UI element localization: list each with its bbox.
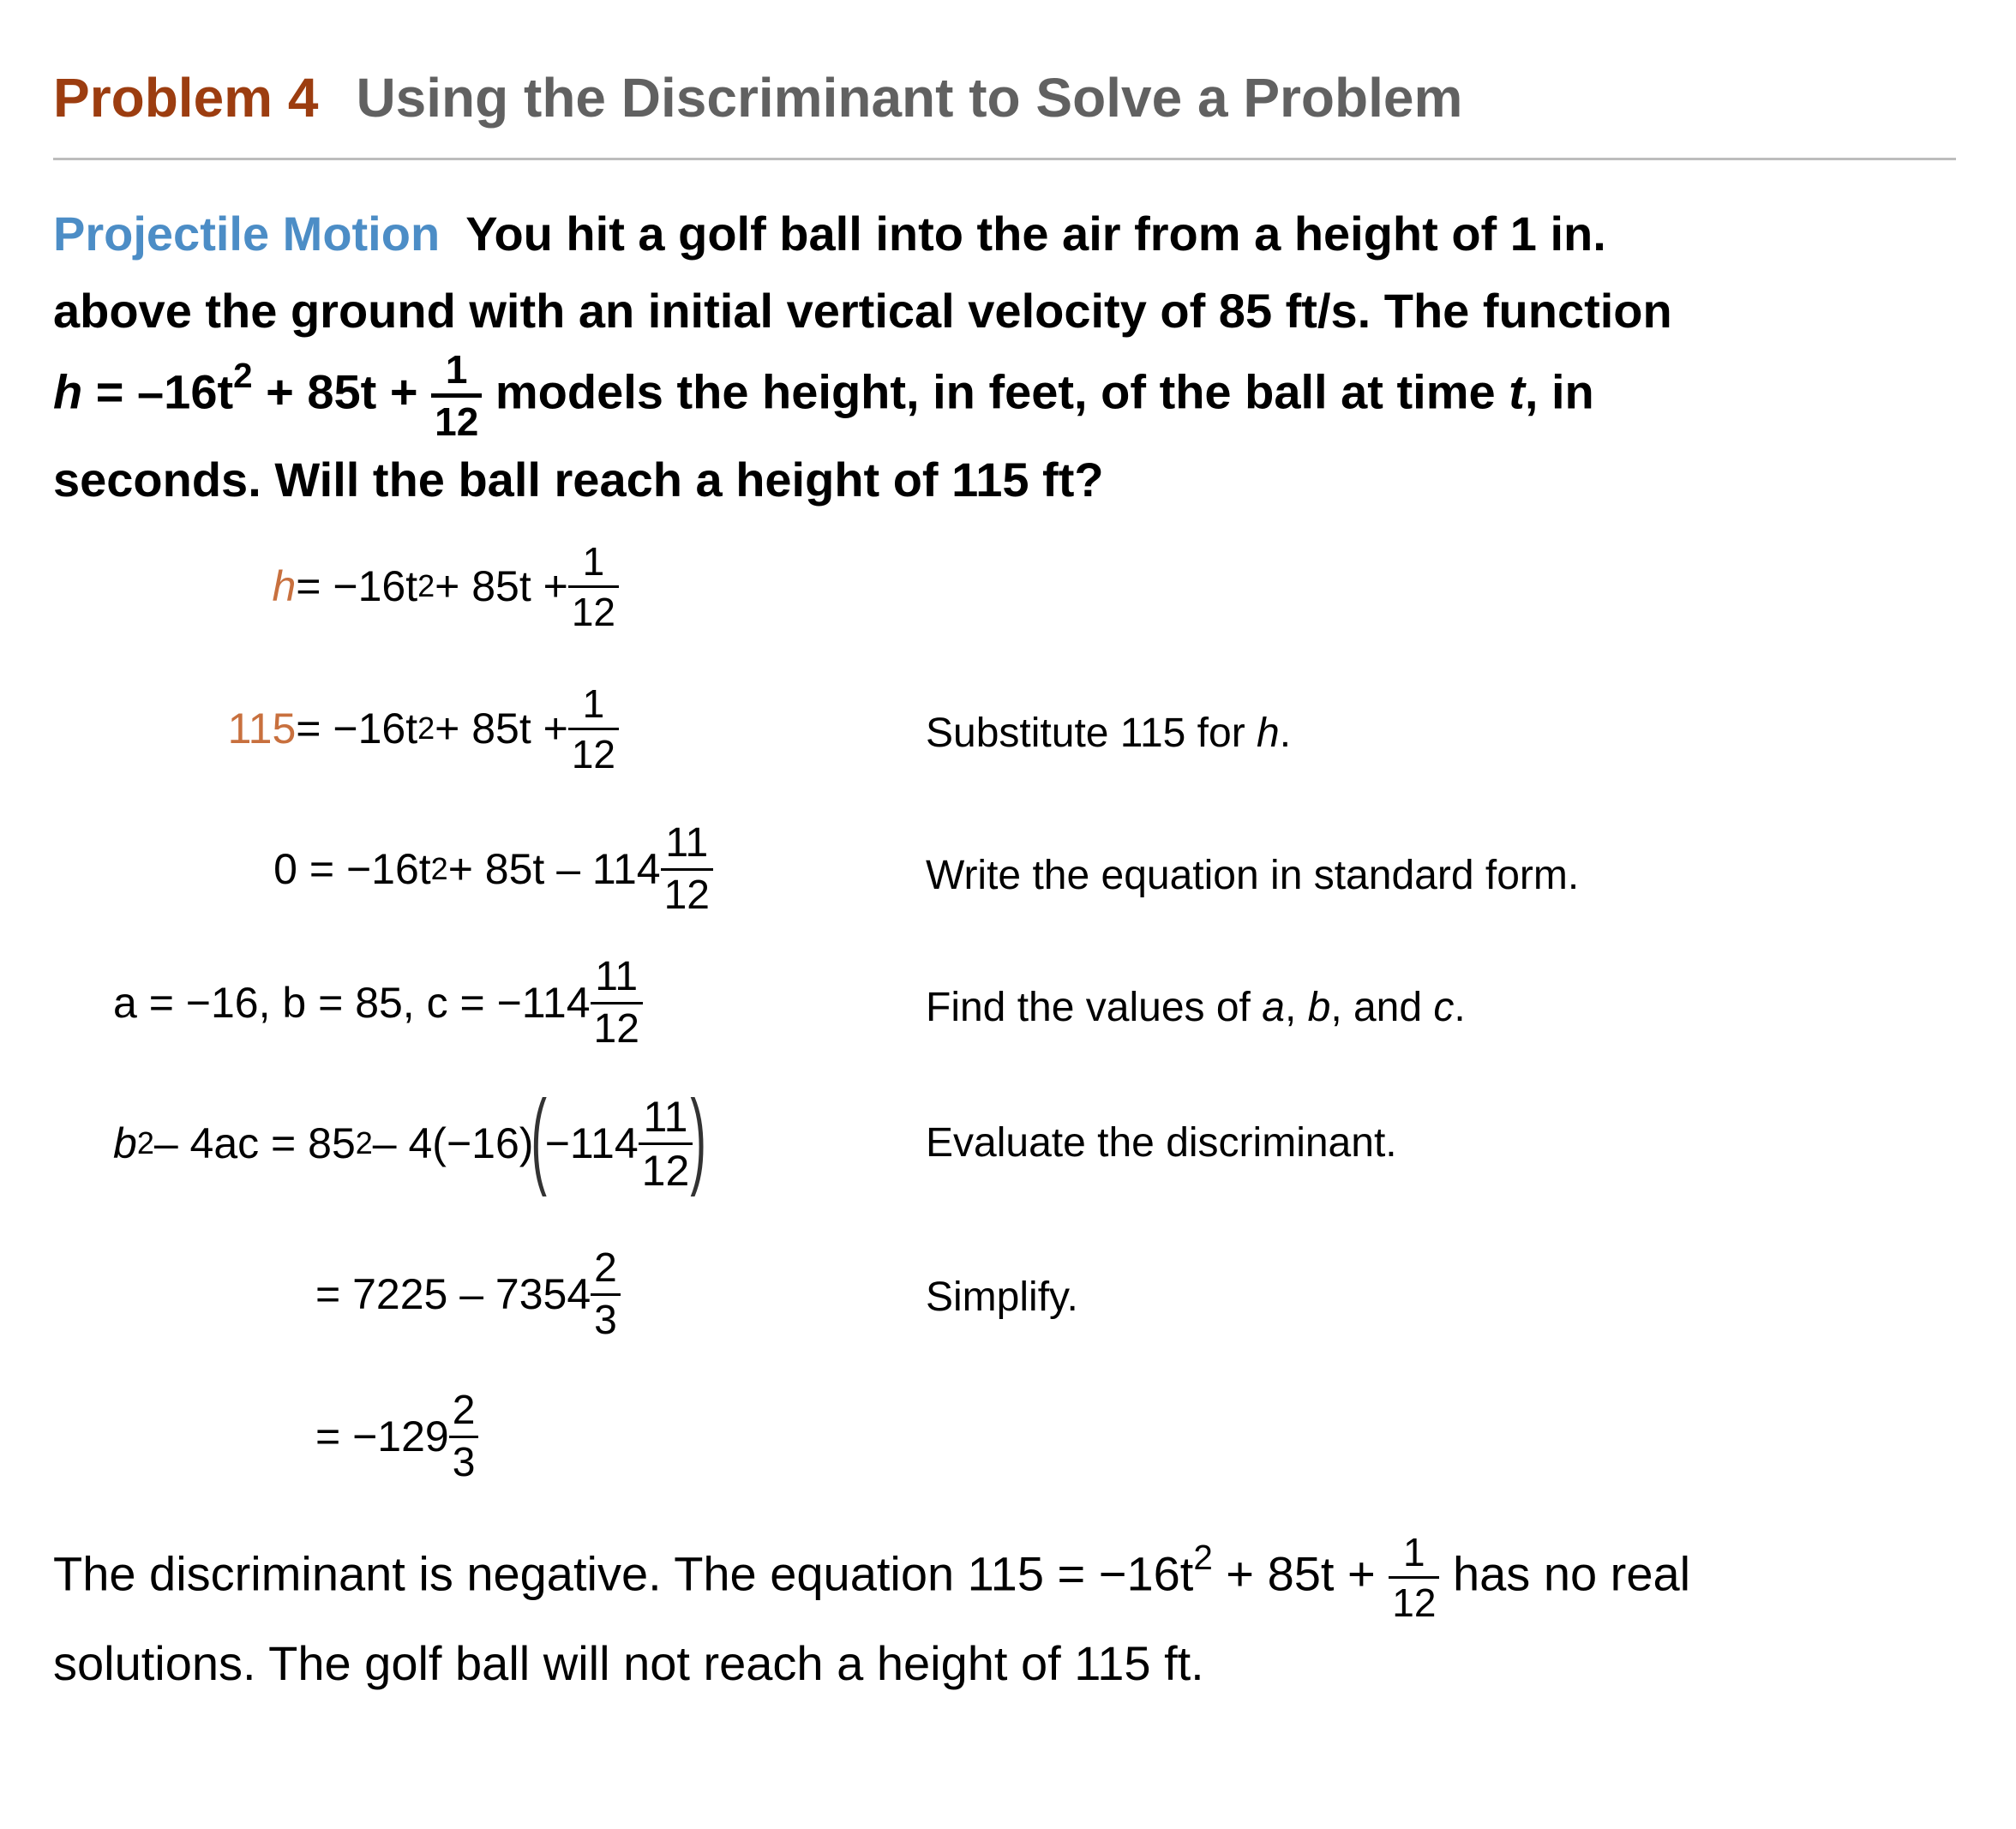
fraction-denominator: 12 — [431, 393, 482, 441]
step-6-eq: = 7225 – 7354 — [315, 1270, 591, 1318]
step-3-equation: 0 = −16t 2 + 85t – 114 $\frac{11}{12}$ — [273, 818, 713, 920]
problem-eq-body: = –16t — [82, 364, 234, 419]
step-5-inner: −114 — [544, 1119, 639, 1167]
fraction-denominator: 12 — [568, 728, 619, 774]
step-7-equation — [315, 1385, 478, 1488]
fraction-numerator: 11 — [643, 1092, 688, 1141]
problem-title: Using the Discriminant to Solve a Problem — [356, 67, 1463, 129]
step-7-fraction — [449, 1387, 479, 1485]
section-heading: Projectile Motion — [53, 207, 441, 261]
fraction-denominator: 12 — [1389, 1576, 1439, 1622]
note-text: Substitute 115 for — [926, 711, 1257, 756]
step-3-note: Write the equation in standard form. — [926, 853, 1580, 898]
note-period: . — [1454, 985, 1466, 1030]
step-5-fraction — [639, 1092, 693, 1195]
fraction-denominator: 3 — [591, 1293, 621, 1341]
step-2-lhs: 115 — [227, 705, 297, 753]
step-2-rhs: = −16t — [296, 705, 418, 753]
step-3-tail: + 85t – 114 — [447, 845, 661, 893]
problem-statement — [53, 195, 1973, 519]
step-4-equation — [113, 951, 643, 1054]
problem-line-1 — [53, 195, 1973, 273]
note-var-h: h — [1257, 711, 1280, 756]
step-5-rest: – 4(−16) — [372, 1119, 534, 1167]
problem-line-4: seconds. Will the ball reach a height of 115 ft? — [53, 453, 1104, 507]
fraction-denominator: 12 — [639, 1142, 693, 1192]
step-5-equation: b 2 – 4ac = 85 2 – 4(−16) ( −114 $\frac{11}{12}$ ) — [113, 1079, 707, 1197]
note-sep: , — [1284, 985, 1308, 1030]
problem-text-1: You hit a golf ball into the air from a height of 1 in. — [465, 207, 1606, 261]
problem-eq-exp: 2 — [233, 356, 253, 396]
problem-line-2: above the ground with an initial vertical velocity of 85 ft/s. The function — [53, 284, 1672, 338]
fraction-numerator: 1 — [445, 347, 468, 392]
step-4-note — [926, 987, 1466, 1028]
step-2-fraction — [568, 681, 619, 777]
note-sep: , and — [1330, 985, 1434, 1030]
step-6-note: Simplify. — [926, 1274, 1078, 1320]
problem-fraction — [431, 347, 482, 444]
problem-text-3a: models the height, in feet, of the ball at time — [495, 364, 1509, 419]
note-period: . — [1279, 711, 1292, 756]
fraction-numerator: 2 — [452, 1387, 476, 1433]
step-3-eq: 0 = −16t — [273, 845, 431, 893]
note-var-c: c — [1433, 985, 1455, 1030]
conclusion — [53, 1532, 1973, 1705]
problem-eq-h: h — [53, 364, 83, 419]
conclusion-text-a: The discriminant is negative. The equation 115 = −16t — [53, 1546, 1194, 1601]
note-var-b: b — [1307, 985, 1331, 1030]
step-4-c: c = −114 — [426, 979, 591, 1027]
fraction-numerator: 1 — [1403, 1530, 1425, 1574]
step-5-mid: – 4ac = 85 — [153, 1119, 356, 1167]
conclusion-fraction — [1389, 1530, 1439, 1625]
fraction-denominator: 3 — [449, 1436, 479, 1484]
fraction-denominator: 12 — [568, 585, 619, 632]
problem-var-t: t — [1509, 364, 1525, 419]
problem-text-3b: , in — [1524, 364, 1594, 419]
step-1-equation: h = −16t 2 + 85t + $\frac{1}{12}$ — [272, 535, 619, 638]
note-text: Find the values of — [926, 985, 1263, 1030]
problem-eq-tail: + 85t + — [252, 364, 432, 419]
right-paren: ) — [690, 1079, 707, 1197]
problem-line-3 — [53, 347, 1973, 444]
step-4-fraction — [591, 953, 643, 1052]
step-4-a: a = −16, — [113, 979, 271, 1027]
step-6-equation — [315, 1243, 621, 1346]
left-paren: ( — [531, 1079, 548, 1197]
step-1-tail: + 85t + — [435, 562, 568, 610]
step-4-b: b = 85, — [282, 979, 415, 1027]
fraction-numerator: 11 — [665, 819, 709, 866]
fraction-denominator: 12 — [661, 868, 713, 916]
fraction-numerator: 1 — [582, 681, 605, 726]
conclusion-exp: 2 — [1193, 1538, 1213, 1578]
step-1-lhs: h — [272, 562, 297, 610]
step-3-fraction — [661, 819, 713, 918]
fraction-numerator: 2 — [594, 1244, 617, 1291]
step-2-equation: 115 = −16t 2 + 85t + $\frac{1}{12}$ — [228, 677, 619, 780]
note-var-a: a — [1262, 985, 1285, 1030]
problem-label: Problem 4 — [53, 67, 319, 129]
step-5-b: b — [113, 1119, 137, 1167]
step-5-note: Evaluate the discriminant. — [926, 1120, 1397, 1166]
conclusion-line-1 — [53, 1530, 1973, 1625]
step-1-fraction — [568, 538, 619, 634]
conclusion-line-2: solutions. The golf ball will not reach a height of 115 ft. — [53, 1636, 1204, 1690]
step-2-note — [926, 713, 1291, 754]
conclusion-text-c: has no real — [1452, 1546, 1691, 1601]
problem-header — [53, 67, 1463, 129]
fraction-numerator: 1 — [582, 538, 605, 584]
step-6-fraction — [591, 1244, 621, 1343]
fraction-numerator: 11 — [595, 953, 639, 999]
header-divider — [53, 158, 1956, 160]
conclusion-text-b: + 85t + — [1212, 1546, 1389, 1601]
step-2-tail: + 85t + — [435, 705, 568, 753]
step-1-rhs: = −16t — [296, 562, 418, 610]
fraction-denominator: 12 — [591, 1002, 643, 1050]
step-7-eq: = −129 — [315, 1412, 449, 1460]
